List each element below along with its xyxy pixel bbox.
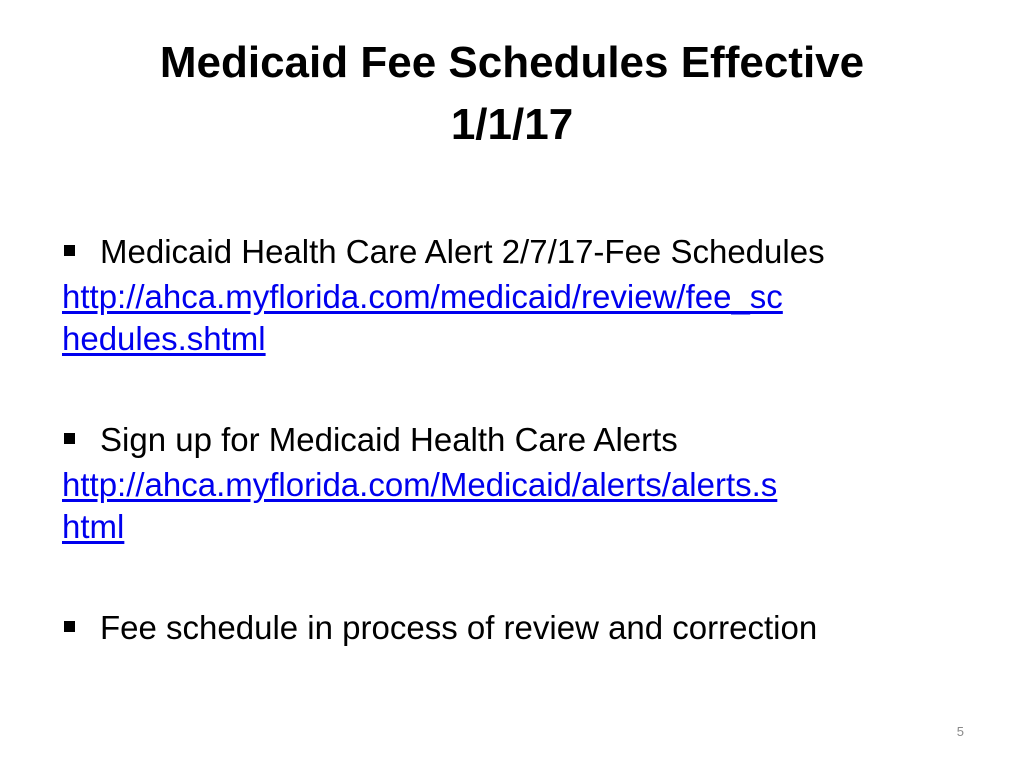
square-bullet-icon bbox=[64, 245, 75, 256]
bullet-item-sign-up bbox=[62, 416, 962, 464]
bullet-text: Medicaid Health Care Alert 2/7/17-Fee Schedules bbox=[100, 233, 825, 270]
link-line-1[interactable]: http://ahca.myflorida.com/medicaid/review/fee_sc bbox=[62, 278, 783, 315]
bullet-item-review bbox=[62, 604, 962, 652]
link-line-1[interactable]: http://ahca.myflorida.com/Medicaid/alerts/alerts.s bbox=[62, 466, 778, 503]
alerts-link[interactable] bbox=[62, 464, 962, 548]
square-bullet-icon bbox=[64, 621, 75, 632]
bullet-list bbox=[62, 228, 962, 652]
bullet-text: Fee schedule in process of review and correction bbox=[100, 609, 818, 646]
title-line-1: Medicaid Fee Schedules Effective bbox=[159, 38, 865, 87]
square-bullet-icon bbox=[64, 433, 75, 444]
link-line-2[interactable]: hedules.shtml bbox=[62, 320, 266, 357]
bullet-item-health-care-alert bbox=[62, 228, 962, 276]
slide-number: 5 bbox=[956, 724, 964, 739]
spacer bbox=[62, 548, 962, 604]
title-line-2: 1/1/17 bbox=[450, 100, 574, 149]
fee-schedules-link[interactable] bbox=[62, 276, 962, 360]
spacer bbox=[62, 360, 962, 416]
slide-title bbox=[60, 32, 964, 156]
link-line-2[interactable]: html bbox=[62, 508, 125, 545]
bullet-text: Sign up for Medicaid Health Care Alerts bbox=[100, 421, 678, 458]
